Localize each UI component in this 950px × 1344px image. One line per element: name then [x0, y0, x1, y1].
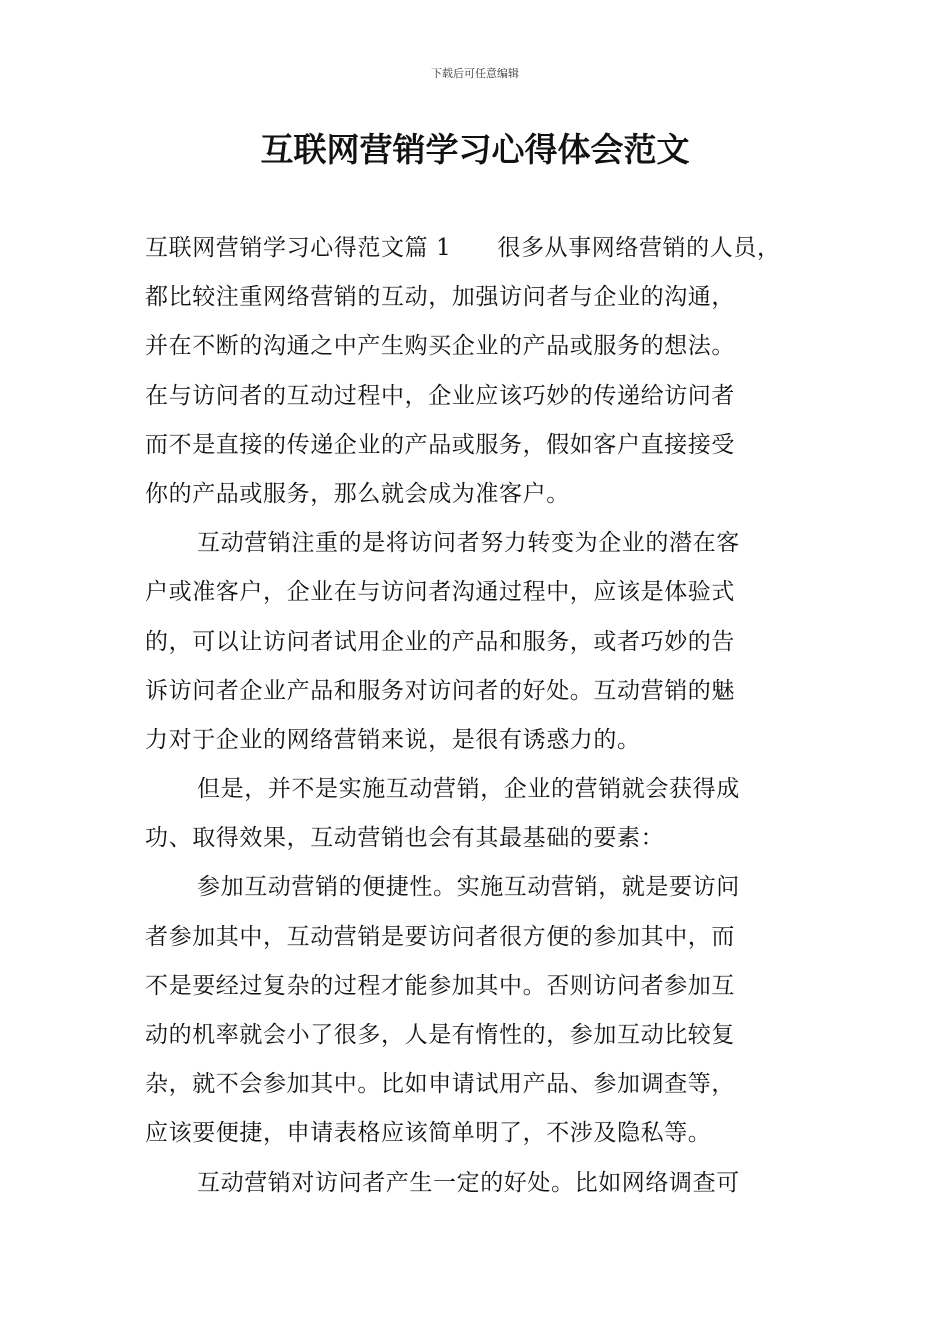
body-line: 功、取得效果，互动营销也会有其最基础的要素：	[145, 825, 665, 852]
body-line: 你的产品或服务，那么就会成为准客户。	[145, 480, 570, 507]
body-line	[145, 224, 810, 273]
body-line: 在与访问者的互动过程中，企业应该巧妙的传递给访问者	[145, 382, 735, 409]
body-line: 力对于企业的网络营销来说，是很有诱惑力的。	[145, 726, 641, 753]
body-line: 者参加其中，互动营销是要访问者很方便的参加其中，而	[145, 923, 735, 950]
paragraph-start-line: 互动营销注重的是将访问者努力转变为企业的潜在客	[197, 530, 740, 557]
body-line: 诉访问者企业产品和服务对访问者的好处。互动营销的魅	[145, 677, 735, 704]
paragraph-start-line: 但是，并不是实施互动营销，企业的营销就会获得成	[197, 776, 740, 803]
body-line: 应该要便捷，申请表格应该简单明了，不涉及隐私等。	[145, 1120, 712, 1147]
document-title: 互联网营销学习心得体会范文	[260, 130, 690, 169]
header-note: 下载后可任意编辑	[431, 67, 519, 80]
paragraph-start-line: 参加互动营销的便捷性。实施互动营销，就是要访问	[197, 874, 740, 901]
paragraph-start-line: 互动营销对访问者产生一定的好处。比如网络调查可	[197, 1169, 740, 1196]
body-line: 不是要经过复杂的过程才能参加其中。否则访问者参加互	[145, 972, 735, 999]
body-line: 而不是直接的传递企业的产品或服务，假如客户直接接受	[145, 431, 735, 458]
body-line: 动的机率就会小了很多，人是有惰性的，参加互动比较复	[145, 1022, 735, 1048]
section-lead: 互联网营销学习心得范文篇 1	[145, 235, 452, 261]
body-text: 很多从事网络营销的人员，	[497, 235, 781, 261]
body-line: 并在不断的沟通之中产生购买企业的产品或服务的想法。	[145, 333, 735, 360]
body-line: 都比较注重网络营销的互动，加强访问者与企业的沟通，	[145, 284, 735, 311]
body-line: 杂，就不会参加其中。比如申请试用产品、参加调查等，	[145, 1071, 735, 1098]
body-line: 的，可以让访问者试用企业的产品和服务，或者巧妙的告	[145, 628, 735, 655]
body-line: 户或准客户，企业在与访问者沟通过程中，应该是体验式	[145, 579, 735, 606]
document-body	[145, 224, 810, 1208]
